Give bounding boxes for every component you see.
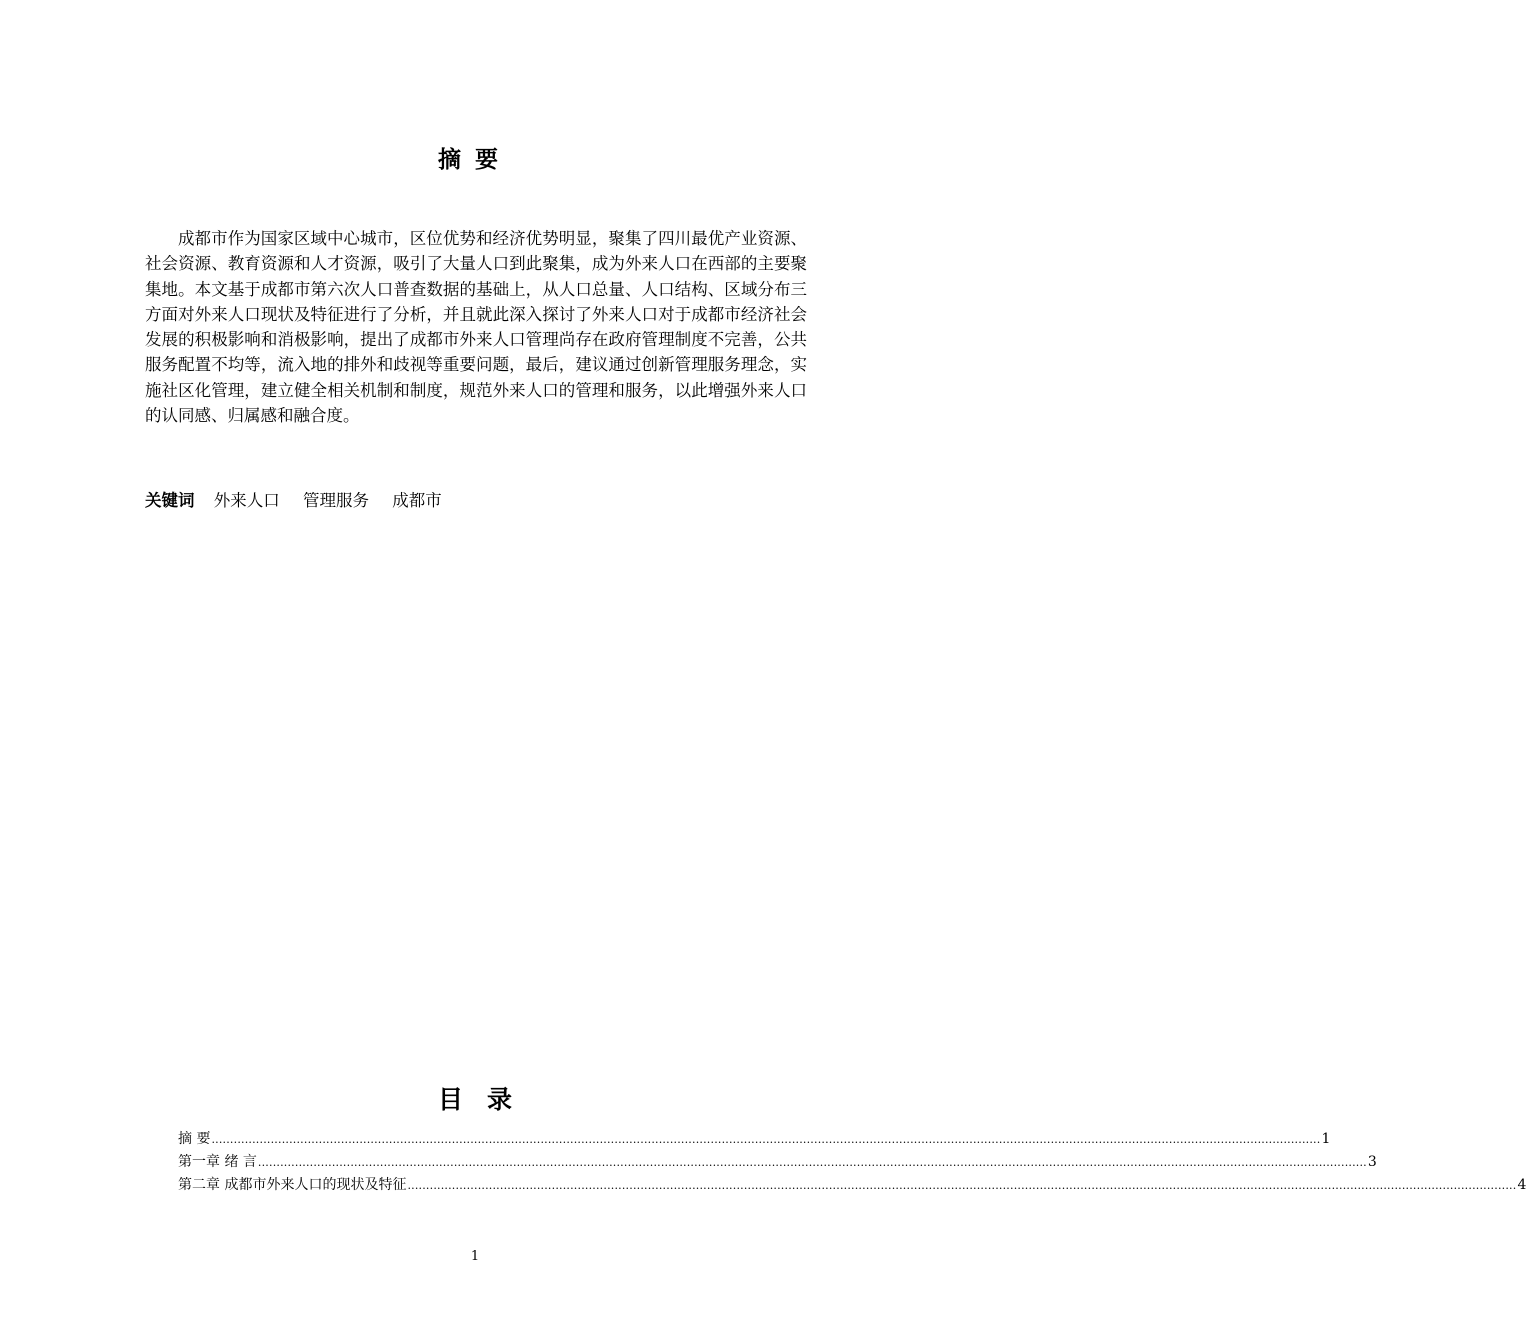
keywords-line	[145, 488, 460, 514]
toc-title: 目录	[437, 1085, 536, 1114]
toc-entry-label: 摘 要	[178, 1131, 211, 1147]
page-number: 1	[470, 1249, 480, 1264]
keyword-item: 管理服务	[303, 491, 369, 510]
toc-leader-dots: ............................................................................................................................................................................................................................................................................................................	[407, 1179, 1517, 1192]
keyword-item: 外来人口	[213, 491, 280, 510]
toc-entry-page: 3	[1367, 1154, 1377, 1170]
toc-leader-dots: ............................................................................................................................................................................................................................................................................................................	[211, 1133, 1321, 1146]
toc-entry[interactable]	[178, 1151, 1377, 1174]
toc-entry-label: 第二章 成都市外来人口的现状及特征	[178, 1177, 407, 1193]
keyword-item: 成都市	[392, 491, 442, 510]
table-of-contents	[178, 1128, 1526, 1197]
toc-entry-label: 第一章 绪 言	[178, 1154, 257, 1170]
abstract-title: 摘要	[438, 147, 512, 173]
toc-leader-dots: ............................................................................................................................................................................................................................................................................................................	[257, 1156, 1367, 1169]
toc-entry-page: 1	[1321, 1131, 1331, 1147]
toc-entry[interactable]	[178, 1128, 1331, 1151]
toc-entry[interactable]	[178, 1174, 1526, 1197]
toc-entry-page: 4	[1517, 1177, 1526, 1193]
keywords-label: 关键词	[145, 491, 195, 510]
abstract-body: 成都市作为国家区域中心城市，区位优势和经济优势明显，聚集了四川最优产业资源、社会资源、教育资源和人才资源，吸引了大量人口到此聚集，成为外来人口在西部的主要聚集地。本文基于成都市第六次人口普查数据的基础上，从人口总量、人口结构、区域分布三方面对外来人口现状及特征进行了分析，并且就此深入探讨了外来人口对于成都市经济社会发展的积极影响和消极影响，提出了成都市外来人口管理尚存在政府管理制度不完善，公共服务配置不均等，流入地的排外和歧视等重要问题，最后，建议通过创新管理服务理念，实施社区化管理，建立健全相关机制和制度，规范外来人口的管理和服务，以此增强外来人口的认同感、归属感和融合度。	[145, 229, 807, 426]
